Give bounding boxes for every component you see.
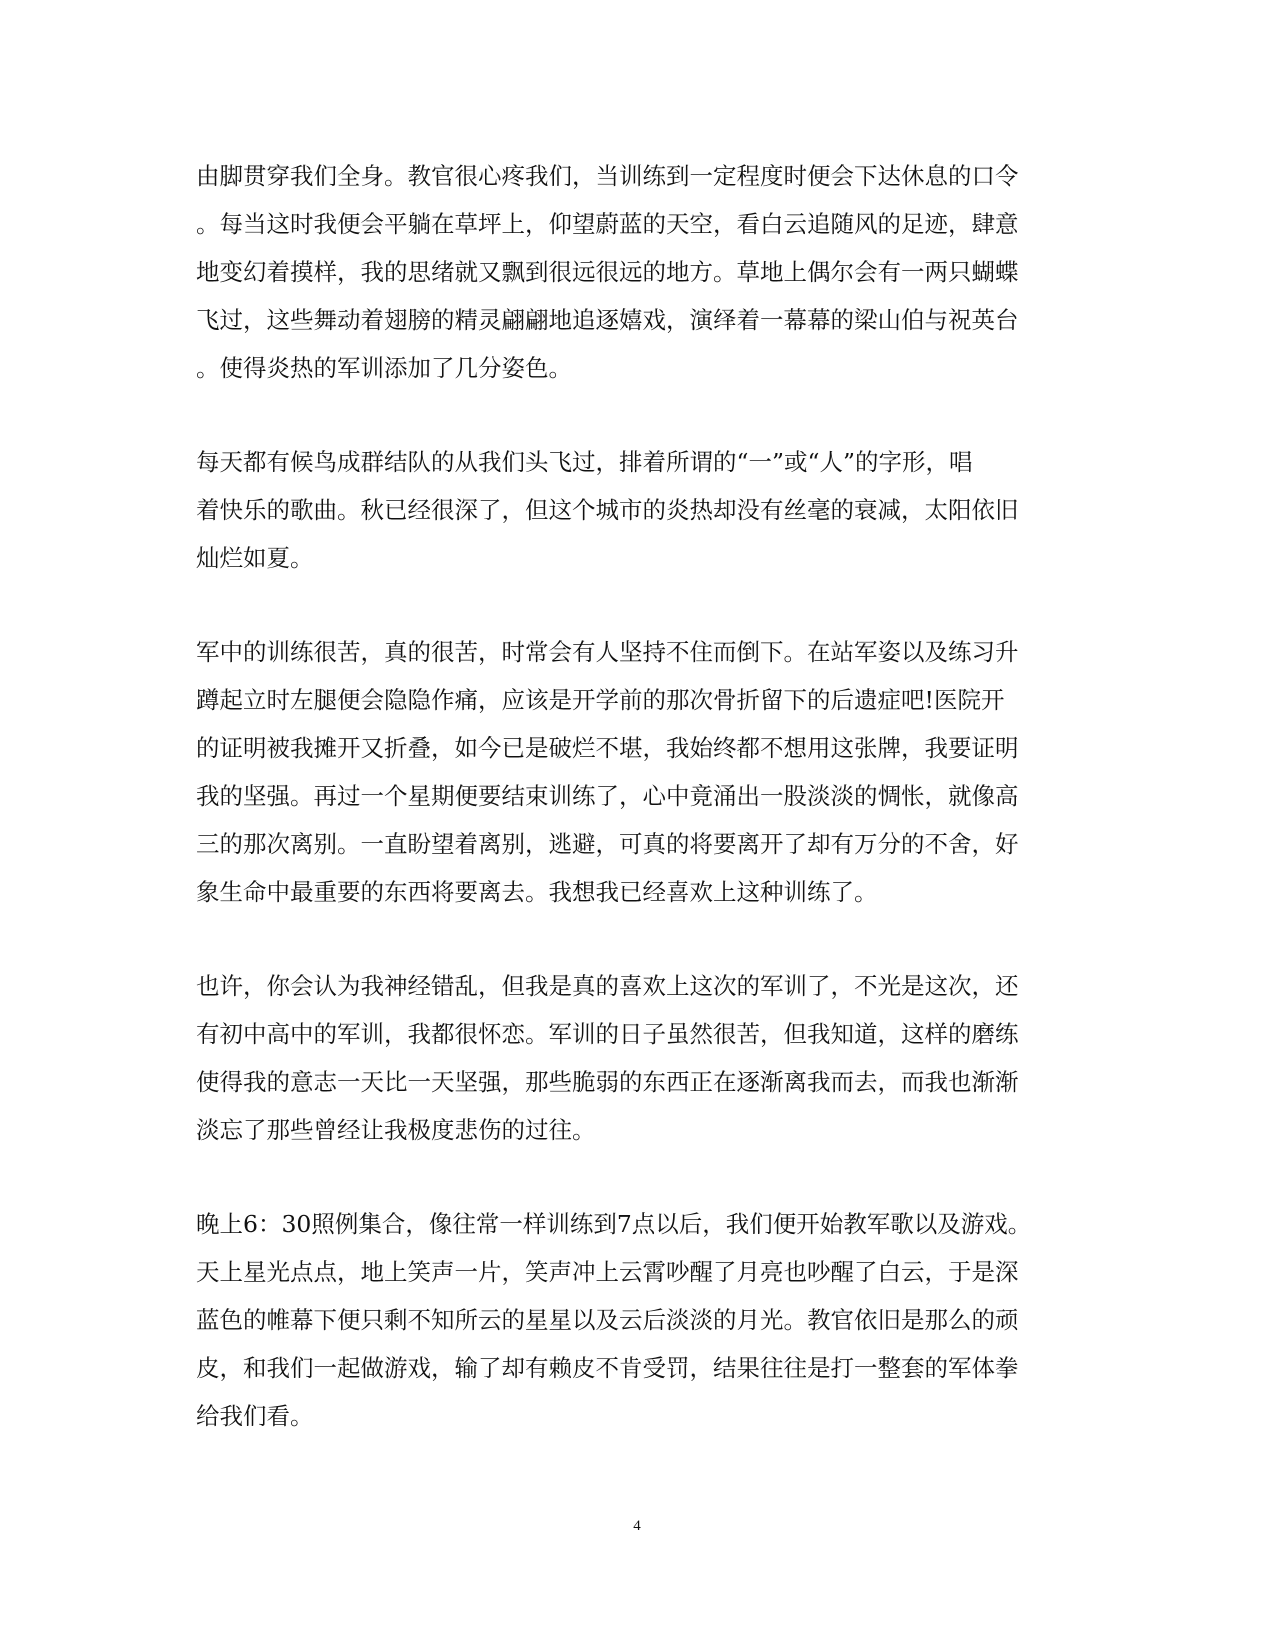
page-number: 4	[633, 1518, 641, 1534]
text-line: 的证明被我摊开又折叠，如今已是破烂不堪，我始终都不想用这张牌，我要证明	[196, 734, 1019, 762]
text-line: 灿烂如夏。	[196, 544, 314, 572]
paragraph-2	[196, 438, 1076, 582]
text-line: 飞过，这些舞动着翅膀的精灵翩翩地追逐嬉戏，演绎着一幕幕的梁山伯与祝英台	[196, 306, 1019, 334]
text-line: 三的那次离别。一直盼望着离别，逃避，可真的将要离开了却有万分的不舍，好	[196, 830, 1019, 858]
text-line: 天上星光点点，地上笑声一片，笑声冲上云霄吵醒了月亮也吵醒了白云，于是深	[196, 1258, 1019, 1286]
text-line: 也许，你会认为我神经错乱，但我是真的喜欢上这次的军训了，不光是这次，还	[196, 972, 1019, 1000]
text-line: 给我们看。	[196, 1402, 314, 1430]
text-line: 。每当这时我便会平躺在草坪上，仰望蔚蓝的天空，看白云追随风的足迹，肆意	[196, 210, 1019, 238]
text-line: 由脚贯穿我们全身。教官很心疼我们，当训练到一定程度时便会下达休息的口令	[196, 162, 1019, 190]
text-line: 地变幻着摸样，我的思绪就又飘到很远很远的地方。草地上偶尔会有一两只蝴蝶	[196, 258, 1019, 286]
body-text	[196, 152, 1076, 1486]
text-line: 有初中高中的军训，我都很怀恋。军训的日子虽然很苦，但我知道，这样的磨练	[196, 1020, 1019, 1048]
text-line: 皮，和我们一起做游戏，输了却有赖皮不肯受罚，结果往往是打一整套的军体拳	[196, 1354, 1019, 1382]
text-line: 着快乐的歌曲。秋已经很深了，但这个城市的炎热却没有丝毫的衰减，太阳依旧	[196, 496, 1019, 524]
text-line: 蓝色的帷幕下便只剩不知所云的星星以及云后淡淡的月光。教官依旧是那么的顽	[196, 1306, 1019, 1334]
text-line: 每天都有候鸟成群结队的从我们头飞过，排着所谓的“一”或“人”的字形，唱	[196, 448, 973, 476]
paragraph-4	[196, 962, 1076, 1154]
paragraph-1	[196, 152, 1076, 392]
text-line: 我的坚强。再过一个星期便要结束训练了，心中竟涌出一股淡淡的惆怅，就像高	[196, 782, 1019, 810]
paragraph-5	[196, 1200, 1076, 1440]
text-line: 淡忘了那些曾经让我极度悲伤的过往。	[196, 1116, 596, 1144]
text-line: 象生命中最重要的东西将要离去。我想我已经喜欢上这种训练了。	[196, 878, 878, 906]
text-line: 军中的训练很苦，真的很苦，时常会有人坚持不住而倒下。在站军姿以及练习升	[196, 638, 1019, 666]
text-line: 晚上6：30照例集合，像往常一样训练到7点以后，我们便开始教军歌以及游戏。	[196, 1210, 1032, 1238]
text-line: 使得我的意志一天比一天坚强，那些脆弱的东西正在逐渐离我而去，而我也渐渐	[196, 1068, 1019, 1096]
paragraph-3	[196, 628, 1076, 916]
text-line: 蹲起立时左腿便会隐隐作痛，应该是开学前的那次骨折留下的后遗症吧!医院开	[196, 686, 1005, 714]
text-line: 。使得炎热的军训添加了几分姿色。	[196, 354, 572, 382]
